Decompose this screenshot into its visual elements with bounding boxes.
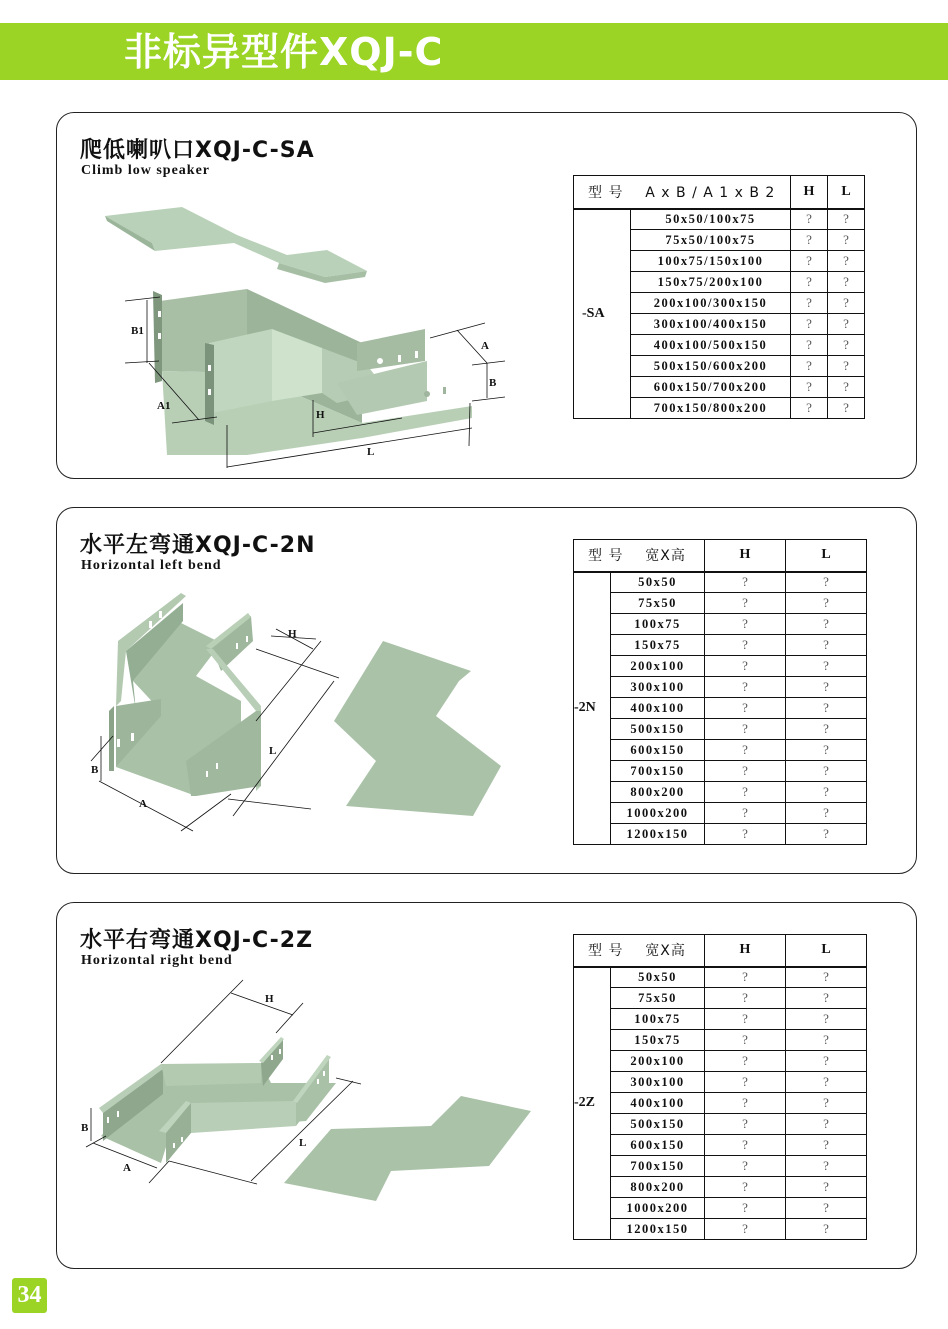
table-row [574,1114,867,1135]
dim-label-l: L [269,745,277,757]
size-cell: 75x50/100x75 [631,230,791,251]
h-cell: ? [705,803,786,824]
dim-label-b1: B1 [131,325,144,337]
dim-label-l: L [367,446,375,458]
dim-label-h: H [288,628,297,640]
l-cell: ? [786,572,867,593]
l-cell: ? [786,1009,867,1030]
header-model: 型 号 [588,943,624,960]
header-bar [0,23,948,80]
l-cell: ? [786,1156,867,1177]
l-cell: ? [828,272,865,293]
dim-label-h: H [316,409,325,421]
l-cell: ? [786,740,867,761]
h-cell: ? [791,251,828,272]
model-code: -2Z [574,967,611,1240]
size-cell: 150x75/200x100 [631,272,791,293]
page-number-badge: 34 [12,1278,47,1313]
table-row [574,572,867,593]
header-size: 宽X高 [645,548,686,565]
section-panel-sa [56,112,917,479]
table-row [574,677,867,698]
h-cell: ? [791,293,828,314]
size-cell: 300x100 [611,1072,705,1093]
size-cell: 500x150 [611,719,705,740]
l-cell: ? [828,377,865,398]
l-cell: ? [786,824,867,845]
h-cell: ? [705,824,786,845]
size-cell: 800x200 [611,1177,705,1198]
dim-label-a: A [139,798,147,810]
h-cell: ? [705,1030,786,1051]
dim-label-a: A [481,340,489,352]
h-cell: ? [705,967,786,988]
l-cell: ? [786,1093,867,1114]
h-cell: ? [705,740,786,761]
l-cell: ? [786,656,867,677]
spec-table-sa [573,175,865,419]
table-row [574,209,865,230]
section-title: 水平左弯通XQJ-C-2N [80,533,316,558]
table-row [574,782,867,803]
dim-label-l: L [299,1137,307,1149]
size-cell: 75x50 [611,988,705,1009]
size-cell: 400x100 [611,698,705,719]
header-model-size [574,540,705,572]
l-cell: ? [786,1177,867,1198]
header-h: H [705,935,786,967]
h-cell: ? [791,377,828,398]
l-cell: ? [828,209,865,230]
right-bend-diagram [71,971,531,1206]
h-cell: ? [705,1198,786,1219]
l-cell: ? [786,635,867,656]
table-row [574,1093,867,1114]
h-cell: ? [705,1093,786,1114]
h-cell: ? [705,761,786,782]
h-cell: ? [705,635,786,656]
h-cell: ? [705,1156,786,1177]
header-h: H [791,176,828,209]
h-cell: ? [791,398,828,419]
size-cell: 50x50 [611,572,705,593]
header-l: L [786,935,867,967]
size-cell: 200x100 [611,1051,705,1072]
size-cell: 1000x200 [611,803,705,824]
size-cell: 75x50 [611,593,705,614]
section-panel-2n [56,507,917,874]
table-row [574,635,867,656]
l-cell: ? [786,1030,867,1051]
h-cell: ? [705,1219,786,1240]
size-cell: 1200x150 [611,824,705,845]
l-cell: ? [786,1219,867,1240]
section-title: 水平右弯通XQJ-C-2Z [80,928,314,953]
table-row [574,593,867,614]
size-cell: 700x150/800x200 [631,398,791,419]
h-cell: ? [705,1177,786,1198]
spec-table-2z [573,934,867,1240]
size-cell: 150x75 [611,1030,705,1051]
l-cell: ? [786,782,867,803]
l-cell: ? [828,398,865,419]
section-title: 爬低喇叭口XQJ-C-SA [80,138,315,163]
l-cell: ? [828,335,865,356]
h-cell: ? [705,1114,786,1135]
size-cell: 400x100 [611,1093,705,1114]
dim-label-b: B [91,764,99,776]
header-l: L [786,540,867,572]
h-cell: ? [791,314,828,335]
header-model-size [574,935,705,967]
l-cell: ? [786,1114,867,1135]
model-code: -SA [574,209,631,419]
l-cell: ? [786,1135,867,1156]
table-row [574,1198,867,1219]
h-cell: ? [705,1072,786,1093]
h-cell: ? [705,1135,786,1156]
l-cell: ? [786,698,867,719]
dim-label-a: A [123,1162,131,1174]
table-row [574,1156,867,1177]
header-size: A x B / A 1 x B 2 [645,184,776,201]
table-row [574,988,867,1009]
header-size: 宽X高 [645,943,686,960]
h-cell: ? [705,698,786,719]
h-cell: ? [705,677,786,698]
h-cell: ? [705,656,786,677]
section-subtitle: Horizontal left bend [81,558,222,573]
h-cell: ? [705,1009,786,1030]
size-cell: 50x50/100x75 [631,209,791,230]
size-cell: 150x75 [611,635,705,656]
size-cell: 800x200 [611,782,705,803]
h-cell: ? [705,593,786,614]
size-cell: 50x50 [611,967,705,988]
l-cell: ? [828,293,865,314]
table-row [574,719,867,740]
l-cell: ? [828,314,865,335]
section-panel-2z [56,902,917,1269]
size-cell: 1200x150 [611,1219,705,1240]
size-cell: 200x100 [611,656,705,677]
size-cell: 400x100/500x150 [631,335,791,356]
model-code: -2N [574,572,611,845]
table-row [574,1135,867,1156]
table-row [574,1030,867,1051]
size-cell: 700x150 [611,761,705,782]
l-cell: ? [786,988,867,1009]
l-cell: ? [828,251,865,272]
header-model: 型 号 [588,184,624,201]
dim-label-a1: A1 [157,400,171,412]
l-cell: ? [828,356,865,377]
dim-label-h: H [265,993,274,1005]
header-h: H [705,540,786,572]
size-cell: 100x75/150x100 [631,251,791,272]
h-cell: ? [791,272,828,293]
l-cell: ? [786,1072,867,1093]
dim-label-b: B [489,377,497,389]
size-cell: 300x100 [611,677,705,698]
h-cell: ? [705,782,786,803]
l-cell: ? [786,967,867,988]
section-subtitle: Horizontal right bend [81,953,233,968]
l-cell: ? [828,230,865,251]
header-model: 型 号 [588,548,624,565]
size-cell: 600x150 [611,740,705,761]
l-cell: ? [786,593,867,614]
size-cell: 300x100/400x150 [631,314,791,335]
h-cell: ? [705,719,786,740]
size-cell: 600x150 [611,1135,705,1156]
table-row [574,1072,867,1093]
left-bend-diagram [81,581,511,866]
table-row [574,1009,867,1030]
size-cell: 500x150/600x200 [631,356,791,377]
l-cell: ? [786,1198,867,1219]
table-row [574,1219,867,1240]
l-cell: ? [786,719,867,740]
table-row [574,1051,867,1072]
table-row [574,967,867,988]
dim-label-b: B [81,1122,89,1134]
table-row [574,761,867,782]
page-title: 非标异型件XQJ-C [124,30,444,74]
spec-table-2n [573,539,867,845]
table-row [574,614,867,635]
table-row [574,698,867,719]
l-cell: ? [786,677,867,698]
header-model-size [574,176,791,209]
table-row [574,824,867,845]
size-cell: 600x150/700x200 [631,377,791,398]
l-cell: ? [786,803,867,824]
l-cell: ? [786,614,867,635]
section-subtitle: Climb low speaker [81,163,210,178]
table-row [574,803,867,824]
header-l: L [828,176,865,209]
h-cell: ? [791,335,828,356]
size-cell: 1000x200 [611,1198,705,1219]
h-cell: ? [791,230,828,251]
h-cell: ? [705,1051,786,1072]
h-cell: ? [705,572,786,593]
size-cell: 500x150 [611,1114,705,1135]
size-cell: 200x100/300x150 [631,293,791,314]
table-row [574,740,867,761]
reducer-diagram [97,193,517,473]
l-cell: ? [786,1051,867,1072]
h-cell: ? [705,614,786,635]
table-row [574,1177,867,1198]
l-cell: ? [786,761,867,782]
size-cell: 100x75 [611,1009,705,1030]
size-cell: 100x75 [611,614,705,635]
h-cell: ? [791,356,828,377]
h-cell: ? [791,209,828,230]
table-row [574,656,867,677]
h-cell: ? [705,988,786,1009]
size-cell: 700x150 [611,1156,705,1177]
